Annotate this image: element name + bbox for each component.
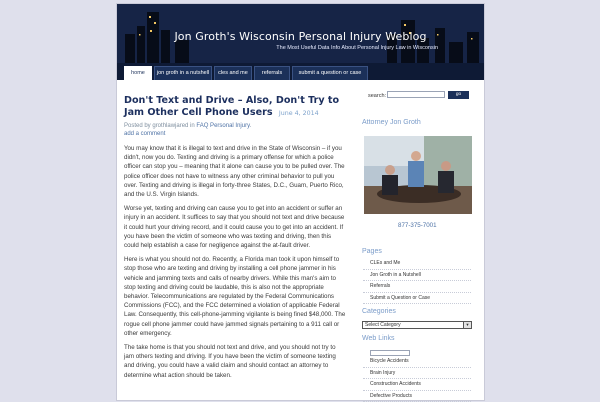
weblinks-list <box>363 356 471 402</box>
list-item[interactable]: CLEs and Me <box>363 258 471 270</box>
list-item[interactable]: Bicycle Accidents <box>363 356 471 368</box>
post-title-text[interactable]: Don't Text and Drive – Also, Don't Try to Jam Other Cell Phone Users <box>124 95 340 118</box>
pages-list <box>363 258 471 304</box>
list-item[interactable]: Brain Injury <box>363 368 471 380</box>
list-item[interactable]: Referrals <box>363 281 471 293</box>
post-paragraph: Here is what you should not do. Recently, a Florida man took it upon himself to stop those who are texting and driving by installing a cell phone jammer in his vehicle and jamming texts and calls of nearby drivers. While this man's aim to stop texting and driving could be laudable, this is also not the appropriate behavior. Telecommunications are regulated by the Federal Communications Commissions (FCC), and the FCC determined a violation of applicable Federal Law. Consequently, this cell-phone-jamming vigilante is being fined $48,000. The rogue cell phone jammer could have jammed signals pertaining to a 911 call or other emergency. <box>124 256 346 337</box>
site-tagline: The Most Useful Data Info About Personal Injury Law in Wisconsin <box>276 45 438 51</box>
list-item[interactable]: Submit a Question or Case <box>363 293 471 305</box>
attorney-heading: Attorney Jon Groth <box>362 119 421 126</box>
post-date: June 4, 2014 <box>278 109 319 117</box>
category-select[interactable] <box>362 321 472 329</box>
chevron-down-icon[interactable]: ▼ <box>463 322 471 328</box>
pages-heading: Pages <box>362 248 382 255</box>
post-paragraph: You may know that it is illegal to text and drive in the State of Wisconsin – if you didn't, now you do. Texting and driving is a primary offense for which a police officer can stop you – meaning that it alone can cause you to be pulled over. The police officer does not have to witness any other criminal behavior to pull you over. Texting and driving is illegal in forty-three States, D.C., Guam, Puerto Rico, and the U.S. Virgin Islands. <box>124 145 345 199</box>
post-category-link[interactable]: FAQ Personal Injury <box>196 123 250 129</box>
search-label: search: <box>368 93 387 99</box>
post-paragraph: The take home is that you should not text and drive, and you should not try to jam others texting and driving. If you have been the victim of someone texting and driving, you could have a valid claim and should contact an attorney to determine what action should be taken. <box>124 344 336 379</box>
phone-number[interactable]: 877-375-7001 <box>398 222 437 229</box>
list-item[interactable]: Construction Accidents <box>363 379 471 391</box>
add-comment-link[interactable]: add a comment <box>124 131 166 137</box>
site-title[interactable]: Jon Groth's Wisconsin Personal Injury Weblog <box>174 30 427 43</box>
weblinks-heading: Web Links <box>362 335 395 342</box>
main-nav <box>117 63 484 80</box>
post-body <box>124 144 346 385</box>
nav-referrals[interactable]: referrals <box>254 66 290 80</box>
list-item[interactable]: Jon Groth in a Nutshell <box>363 270 471 282</box>
nav-cles-and-me[interactable]: cles and me <box>214 66 252 80</box>
page-container <box>117 4 484 400</box>
categories-heading: Categories <box>362 308 396 315</box>
post-title[interactable] <box>124 95 344 119</box>
nav-jon-groth-in-a-nutshell[interactable]: jon groth in a nutshell <box>154 66 212 80</box>
category-select-value: Select Category <box>365 322 401 328</box>
post-meta: Posted by grothlawjared in FAQ Personal Injury. add a comment <box>124 123 252 137</box>
list-item[interactable]: Defective Products <box>363 391 471 402</box>
post-paragraph: Worse yet, texting and driving can cause you to get into an accident or suffer an injury in an accident. It suffices to say that you should not text and drive because it could hurt your driving record, and it could cause you to get into an accident. If you have been the victim of someone who was texting and driving, then this could help establish a case for negligence against the at-fault driver. <box>124 205 345 250</box>
search-input[interactable] <box>387 91 445 98</box>
search-go-button[interactable]: go <box>448 91 469 99</box>
nav-home[interactable]: home <box>124 66 152 80</box>
post-meta-prefix: Posted by grothlawjared in <box>124 123 195 129</box>
attorney-photo <box>364 136 472 214</box>
nav-submit-question[interactable]: submit a question or case <box>292 66 368 80</box>
